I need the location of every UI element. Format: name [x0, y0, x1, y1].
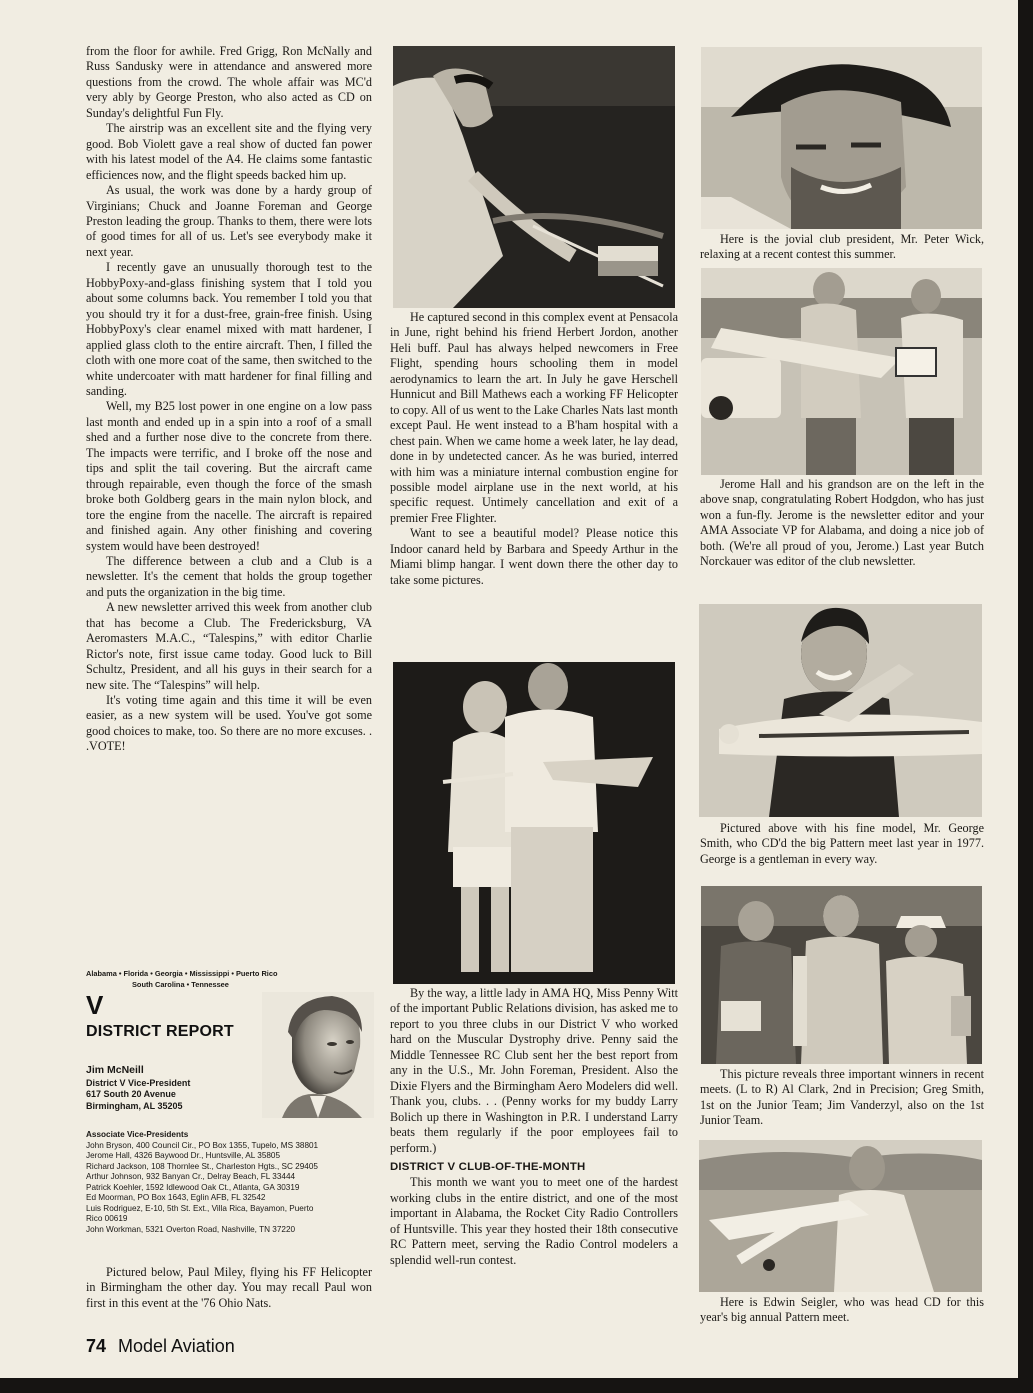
- vp-name: Jim McNeill: [86, 1064, 144, 1076]
- paragraph: This month we want you to meet one of the hardest working clubs in the entire district, and one of the most important in Alabama, the Rocket City Radio Controllers of Huntsville. This year they hosted their 18th consecutive RC Pattern meet, serving the Radio Control modelers a splendid well-run contest.: [390, 1175, 678, 1267]
- caption-jerome-hall: [700, 477, 984, 569]
- assoc-entry: John Bryson, 400 Council Cir., PO Box 1355, Tupelo, MS 38801: [86, 1140, 319, 1150]
- paragraph: By the way, a little lady in AMA HQ, Miss Penny Witt of the important Public Relations division, has asked me to report to you three clubs in our District V who worked hard on the Muscular Dystrophy drive. Penny said the Middle Tennessee RC Club sent her the best report from any in the U.S., Mr. John Foreman, President. Also the Dixie Flyers and the Birmingham Aero Modelers did well. Thank you, clubs. . . (Penny works for my buddy Larry Bolich up there in Washington in P.R. I understand Larry beats them regularly if the poor employees fail to perform.): [390, 986, 678, 1155]
- page-footer: [86, 1336, 235, 1357]
- column-2-text-bottom: [390, 986, 678, 1268]
- helicopter-photo: [393, 46, 675, 308]
- indoor-canard-photo: [393, 662, 675, 984]
- caption-4-text: This picture reveals three important winners in recent meets. (L to R) Al Clark, 2nd in Precision; Greg Smith, 1st on the Junior Team; Jim Vanderzyl, also on the 1st Junior Team.: [700, 1067, 984, 1128]
- states-line-2: South Carolina • Tennessee: [132, 980, 229, 989]
- paragraph: Want to see a beautiful model? Please notice this Indoor canard held by Barbara and Speedy Arthur in the Miami blimp hangar. I went down there the other day to take some pictures.: [390, 526, 678, 587]
- district-report-title: DISTRICT REPORT: [86, 1023, 234, 1040]
- assoc-heading: Associate Vice-Presidents: [86, 1130, 189, 1139]
- assoc-entry: Ed Moorman, PO Box 1643, Eglin AFB, FL 32542: [86, 1193, 266, 1202]
- states-line-1: Alabama • Florida • Georgia • Mississippi • Puerto Rico: [86, 969, 278, 978]
- vp-address-2: Birmingham, AL 35205: [86, 1100, 183, 1111]
- column-1-text: [86, 44, 372, 755]
- paragraph: The airstrip was an excellent site and the flying very good. Bob Violett gave a real show of ducted fan power with his latest model of the A4. He claims some fantastic efficiences now, and the flight speeds backed him up.: [86, 121, 372, 182]
- jerome-hall-photo: [701, 268, 982, 475]
- district-states: [86, 968, 376, 990]
- assoc-entry: Rico 00619: [86, 1214, 128, 1223]
- assoc-entry: John Workman, 5321 Overton Road, Nashville, TN 37220: [86, 1224, 296, 1234]
- associate-vp-list: [86, 1130, 378, 1235]
- caption-contest-winners: [700, 1067, 984, 1129]
- contest-winners-photo: [701, 886, 982, 1064]
- caption-5-text: Here is Edwin Seigler, who was head CD for this year's big annual Pattern meet.: [700, 1295, 984, 1325]
- vp-title: District V Vice-President: [86, 1077, 191, 1088]
- caption-1-text: Here is the jovial club president, Mr. Peter Wick, relaxing at a recent contest this summer.: [700, 232, 984, 262]
- vp-address-1: 617 South 20 Avenue: [86, 1089, 176, 1099]
- peter-wick-photo: [701, 47, 982, 229]
- assoc-entry: Arthur Johnson, 932 Banyan Cr., Delray Beach, FL 33444: [86, 1172, 296, 1181]
- section-heading: DISTRICT V CLUB-OF-THE-MONTH: [390, 1160, 586, 1173]
- caption-2-text: Jerome Hall and his grandson are on the left in the above snap, congratulating Robert Hodgdon, who has just won a fun-fly. Jerome is the newsletter editor and your AMA Associate VP for Alabama, and doing a nice job of both. (We're all proud of you, Jerome.) Last year Butch Norckauer was editor of the club newsletter.: [700, 477, 984, 569]
- assoc-entry: Richard Jackson, 108 Thornlee St., Charleston Hgts., SC 29405: [86, 1161, 318, 1171]
- author-portrait-photo: [262, 992, 374, 1118]
- caption-peter-wick: [700, 232, 984, 263]
- assoc-entry: Patrick Koehler, 1592 Idlewood Oak Ct., Atlanta, GA 30319: [86, 1182, 300, 1192]
- paragraph: from the floor for awhile. Fred Grigg, Ron McNally and Russ Sandusky were in attendance and answered more questions from the crowd. The whole affair was MC'd very ably by George Preston, who also acted as CD on Sunday's delightful Fun Fly.: [86, 44, 372, 120]
- paragraph: The difference between a club and a Club is a newsletter. It's the cement that holds the group together and puts the organization in the big time.: [86, 553, 372, 599]
- vice-president-block: [86, 1065, 190, 1112]
- paragraph: I recently gave an unusually thorough test to the HobbyPoxy-and-glass finishing system that I told you about some columns back. You remember I told you that you should try it for a dust-free, grain-free finish. Using HobbyPoxy's clear enamel mixed with matt hardener, I applied glass cloth to the entire aircraft. Then, I filled the cloth with one more coat of the same, then switched to the white undercoater with matt hardener for final filling and sanding.: [86, 260, 372, 398]
- paragraph: A new newsletter arrived this week from another club that has become a Club. The Fredericksburg, VA Aeromasters M.A.C., “Talespins,” with editor Charlie Rictor's note, first issue came today. Good luck to Bill Schultz, President, and all his guys in their search for a new site. The “Talespins” will help.: [86, 600, 372, 692]
- column-1-closing: [86, 1265, 372, 1311]
- george-smith-photo: [699, 604, 982, 817]
- page-number: 74: [86, 1336, 107, 1356]
- paragraph: He captured second in this complex event at Pensacola in June, right behind his friend Herbert Jordon, another Heli buff. Paul has always helped newcomers in Free Flight, spending hours schooling them in model aerodynamics to learn the art. In July he gave Herschell Hunnicut and Bill Mathews each a working FF Helicopter to copy. All of us went to the Lake Charles Nats last month except Paul. He went instead to a B'ham hospital with a chest pain. When we came home a week later, he lay dead, done in by undetected cancer. As he was buried, interred with him was a miniature internal combustion engine for possible model airplane use in the next world, at his specific request. Untimely cancellation and exit of a premier Free Flighter.: [390, 310, 678, 525]
- assoc-entry: Jerome Hall, 4326 Baywood Dr., Huntsville, AL 35805: [86, 1151, 281, 1160]
- paragraph: As usual, the work was done by a hardy group of Virginians; Chuck and Joanne Foreman and George Preston leading the group. Thanks to them, there were lots of good times for all of us. Let's see everybody make it next year.: [86, 183, 372, 259]
- edwin-seigler-photo: [699, 1140, 982, 1292]
- caption-edwin-seigler: [700, 1295, 984, 1326]
- paragraph: Well, my B25 lost power in one engine on a low pass last month and ended up in a spin into a roof of a small shed and a further nose dive to the concrete from there. The impacts were terrific, and I broke off the nose and tips and split the tail covering. But the aircraft came through repairable, even though the force of the smash broke both Goldberg gears in the main nylon block, and tore the engine from the nacelle. The aircraft is repaired and finished again. Any other finishing and covering system would have been destroyed!: [86, 399, 372, 553]
- magazine-name: Model Aviation: [118, 1336, 235, 1356]
- caption-3-text: Pictured above with his fine model, Mr. George Smith, who CD'd the big Pattern meet last year in 1977. George is a gentleman in every way.: [700, 821, 984, 866]
- paragraph: It's voting time again and this time it will be even easier, as a new system will be used. You've got some good choices to make, too. So there are no more excuses. . .VOTE!: [86, 693, 372, 754]
- district-numeral: V: [86, 990, 104, 1020]
- column-2-text-top: [390, 310, 678, 588]
- closing-paragraph: Pictured below, Paul Miley, flying his FF Helicopter in Birmingham the other day. You may recall Paul won first in this event at the '76 Ohio Nats.: [86, 1265, 372, 1310]
- caption-george-smith: [700, 821, 984, 867]
- assoc-entry: Luis Rodriguez, E-10, 5th St. Ext., Villa Rica, Bayamon, Puerto: [86, 1203, 314, 1213]
